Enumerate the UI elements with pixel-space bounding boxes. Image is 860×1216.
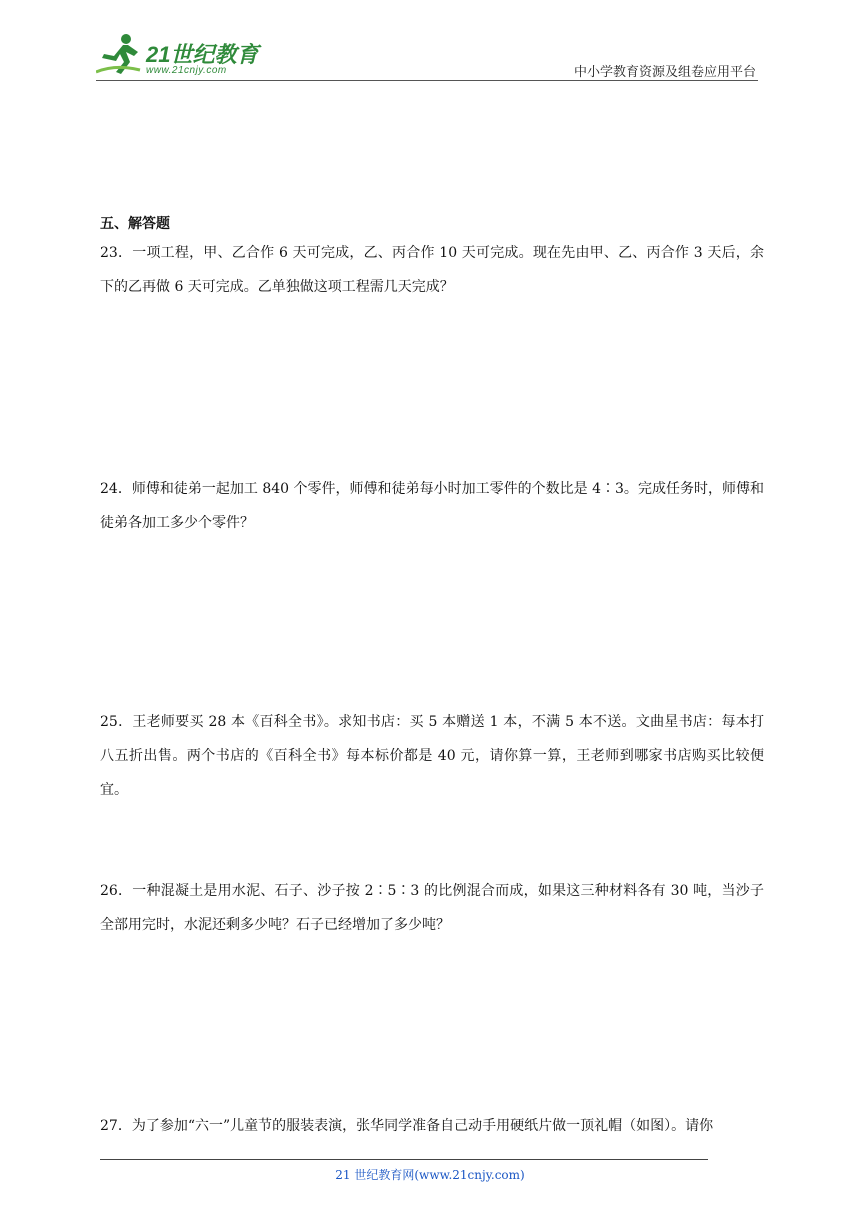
footer-divider <box>100 1159 708 1160</box>
question-24: 24．师傅和徒弟一起加工 840 个零件，师傅和徒弟每小时加工零件的个数比是 4∶3。完成任务时，师傅和徒弟各加工多少个零件？ <box>100 481 764 531</box>
question-25: 25．王老师要买 28 本《百科全书》。求知书店：买 5 本赠送 1 本，不满 5 本不送。文曲星书店：每本打八五折出售。两个书店的《百科全书》每本标价都是 40 元，请你算一算，王老师到哪家书店购买比较便宜。 <box>100 714 764 798</box>
question-27: 27．为了参加“六一”儿童节的服装表演，张华同学准备自己动手用硬纸片做一顶礼帽（如图）。请你 <box>100 1118 714 1134</box>
platform-name: 中小学教育资源及组卷应用平台 <box>573 65 756 80</box>
runner-logo-icon <box>96 32 144 76</box>
logo-url: www.21cnjy.com <box>146 65 227 76</box>
question-26: 26．一种混凝土是用水泥、石子、沙子按 2∶5∶3 的比例混合而成，如果这三种材料各有 30 吨，当沙子全部用完时，水泥还剩多少吨？石子已经增加了多少吨？ <box>100 883 764 933</box>
footer-link[interactable]: 21 世纪教育网(www.21cnjy.com) <box>335 1168 525 1182</box>
logo-text: 21世纪教育 <box>146 42 259 67</box>
header-divider <box>96 80 758 81</box>
section-title: 五、解答题 <box>100 216 170 232</box>
logo <box>96 32 266 80</box>
page-header <box>0 0 860 90</box>
question-23: 23．一项工程，甲、乙合作 6 天可完成，乙、丙合作 10 天可完成。现在先由甲、乙、丙合作 3 天后，余下的乙再做 6 天可完成。乙单独做这项工程需几天完成？ <box>100 245 764 295</box>
